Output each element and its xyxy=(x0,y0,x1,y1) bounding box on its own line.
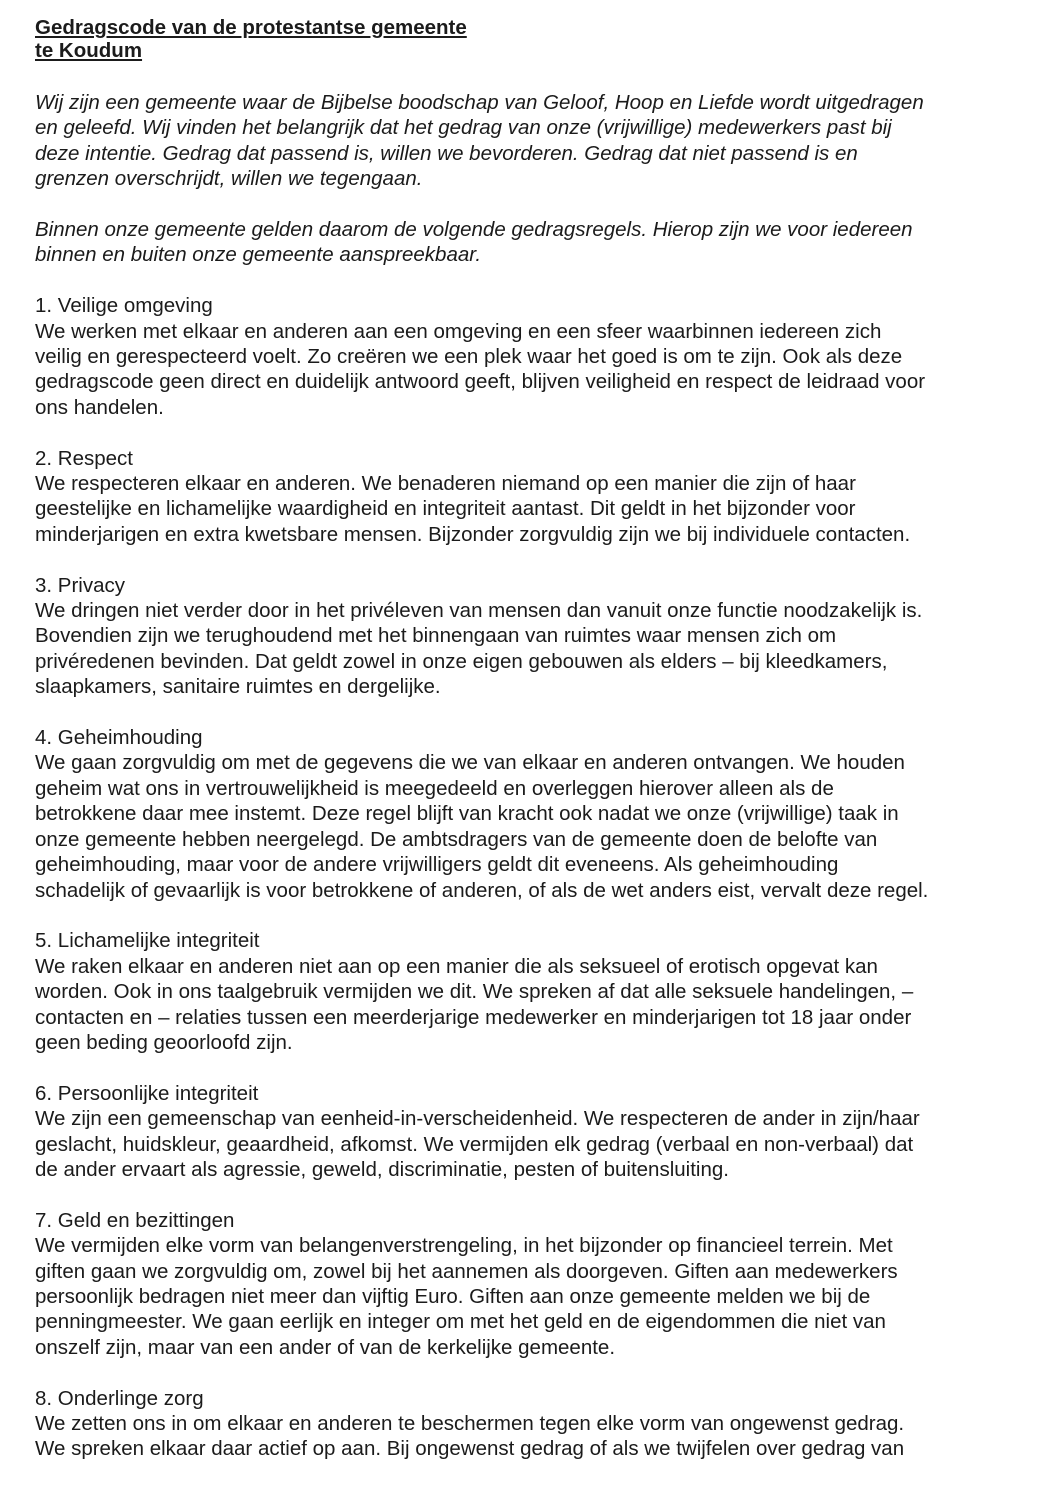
rule-heading: 4. Geheimhouding xyxy=(35,726,203,750)
intro-line: binnen en buiten onze gemeente aanspreekbaar. xyxy=(35,243,482,267)
rule-heading: 6. Persoonlijke integriteit xyxy=(35,1081,259,1105)
rule-section xyxy=(35,446,1024,548)
rule-body xyxy=(35,750,1024,902)
rule-body-line: We zijn een gemeenschap van eenheid-in-verscheidenheid. We respecteren de ander in zijn/haar xyxy=(35,1107,920,1131)
rule-body xyxy=(35,471,1024,547)
rule-body-line: geestelijke en lichamelijke waardigheid en integriteit aantast. Dit geldt in het bijzonder voor xyxy=(35,497,856,521)
rule-body-line: worden. Ook in ons taalgebruik vermijden we dit. We spreken af dat alle seksuele handelingen, – xyxy=(35,980,914,1004)
rule-body xyxy=(35,598,1024,700)
intro-line: Binnen onze gemeente gelden daarom de volgende gedragsregels. Hierop zijn we voor iedereen xyxy=(35,218,913,242)
rule-body-line: onze gemeente hebben neergelegd. De ambtsdragers van de gemeente doen de belofte van xyxy=(35,827,878,851)
document-title xyxy=(35,16,1024,62)
rule-heading: 2. Respect xyxy=(35,446,133,470)
rule-body-line: giften gaan we zorgvuldig om, zowel bij het aannemen als doorgeven. Giften aan medewerkers xyxy=(35,1259,898,1283)
rule-body-line: geslacht, huidskleur, geaardheid, afkomst. We vermijden elk gedrag (verbaal en non-verbaal) dat xyxy=(35,1132,914,1156)
intro-paragraph xyxy=(35,90,1024,192)
rule-heading: 3. Privacy xyxy=(35,573,125,597)
rule-body-line: schadelijk of gevaarlijk is voor betrokkene of anderen, of als de wet anders eist, vervalt deze regel. xyxy=(35,878,929,902)
rule-body xyxy=(35,1106,1024,1182)
rule-body-line: veilig en gerespecteerd voelt. Zo creëren we een plek waar het goed is om te zijn. Ook als deze xyxy=(35,345,903,369)
rule-body-line: We respecteren elkaar en anderen. We benaderen niemand op een manier die zijn of haar xyxy=(35,472,856,496)
rule-heading: 8. Onderlinge zorg xyxy=(35,1386,204,1410)
rule-body-line: geen beding geoorloofd zijn. xyxy=(35,1030,293,1054)
rule-body-line: contacten en – relaties tussen een meerderjarige medewerker en minderjarigen tot 18 jaar onder xyxy=(35,1005,912,1029)
rule-body-line: We gaan zorgvuldig om met de gegevens die we van elkaar en anderen ontvangen. We houden xyxy=(35,751,905,775)
rule-body-line: penningmeester. We gaan eerlijk en integer om met het geld en de eigendommen die niet van xyxy=(35,1310,886,1334)
rule-body-line: ons handelen. xyxy=(35,395,164,419)
rule-body-line: We raken elkaar en anderen niet aan op een manier die als seksueel of erotisch opgevat kan xyxy=(35,954,878,978)
rule-body-line: We vermijden elke vorm van belangenverstrengeling, in het bijzonder op financieel terrein. Met xyxy=(35,1234,893,1258)
intro-line: en geleefd. Wij vinden het belangrijk dat het gedrag van onze (vrijwillige) medewerkers past bij xyxy=(35,116,892,140)
title-line: te Koudum xyxy=(35,39,143,62)
rule-section xyxy=(35,725,1024,903)
rule-section xyxy=(35,1208,1024,1360)
rule-section xyxy=(35,293,1024,420)
rule-section xyxy=(35,1386,1024,1462)
rule-body-line: de ander ervaart als agressie, geweld, discriminatie, pesten of buitensluiting. xyxy=(35,1157,729,1181)
rule-section xyxy=(35,1081,1024,1183)
rule-body-line: gedragscode geen direct en duidelijk antwoord geeft, blijven veiligheid en respect de leidraad voor xyxy=(35,370,926,394)
rule-body-line: persoonlijk bedragen niet meer dan vijftig Euro. Giften aan onze gemeente melden we bij de xyxy=(35,1284,871,1308)
rule-body-line: Bovendien zijn we terughoudend met het binnengaan van ruimtes waar mensen zich om xyxy=(35,624,837,648)
rule-body-line: We spreken elkaar daar actief op aan. Bij ongewenst gedrag of als we twijfelen over gedrag van xyxy=(35,1437,905,1461)
rule-heading: 7. Geld en bezittingen xyxy=(35,1208,235,1232)
rule-body-line: geheim wat ons in vertrouwelijkheid is meegedeeld en overleggen hierover alleen als de xyxy=(35,776,834,800)
rule-body xyxy=(35,954,1024,1056)
rule-section xyxy=(35,928,1024,1055)
rule-body xyxy=(35,1233,1024,1360)
rule-body-line: geheimhouding, maar voor de andere vrijwilligers geldt dit eveneens. Als geheimhouding xyxy=(35,853,839,877)
intro-line: grenzen overschrijdt, willen we tegengaan. xyxy=(35,167,423,191)
rule-section xyxy=(35,573,1024,700)
rule-body-line: slaapkamers, sanitaire ruimtes en dergelijke. xyxy=(35,675,441,699)
rule-heading: 1. Veilige omgeving xyxy=(35,294,213,318)
rule-body xyxy=(35,319,1024,421)
rule-body-line: minderjarigen en extra kwetsbare mensen. Bijzonder zorgvuldig zijn we bij individuele contacten. xyxy=(35,522,911,546)
rule-heading: 5. Lichamelijke integriteit xyxy=(35,929,260,953)
rule-body-line: privéredenen bevinden. Dat geldt zowel in onze eigen gebouwen als elders – bij kleedkamers, xyxy=(35,649,888,673)
rules-list xyxy=(35,293,1024,1462)
rule-body-line: onszelf zijn, maar van een ander of van de kerkelijke gemeente. xyxy=(35,1335,616,1359)
intro-paragraph xyxy=(35,217,1024,268)
rule-body-line: We werken met elkaar en anderen aan een omgeving en een sfeer waarbinnen iedereen zich xyxy=(35,319,882,343)
intro-line: Wij zijn een gemeente waar de Bijbelse boodschap van Geloof, Hoop en Liefde wordt uitgedragen xyxy=(35,91,924,114)
rule-body xyxy=(35,1411,1024,1462)
rule-body-line: We zetten ons in om elkaar en anderen te beschermen tegen elke vorm van ongewenst gedrag. xyxy=(35,1411,905,1435)
title-line: Gedragscode van de protestantse gemeente xyxy=(35,16,467,39)
rule-body-line: We dringen niet verder door in het privéleven van mensen dan vanuit onze functie noodzakelijk is. xyxy=(35,599,923,623)
rule-body-line: betrokkene daar mee instemt. Deze regel blijft van kracht ook nadat we onze (vrijwillige) taak in xyxy=(35,802,899,826)
intro-line: deze intentie. Gedrag dat passend is, willen we bevorderen. Gedrag dat niet passend is en xyxy=(35,141,858,165)
